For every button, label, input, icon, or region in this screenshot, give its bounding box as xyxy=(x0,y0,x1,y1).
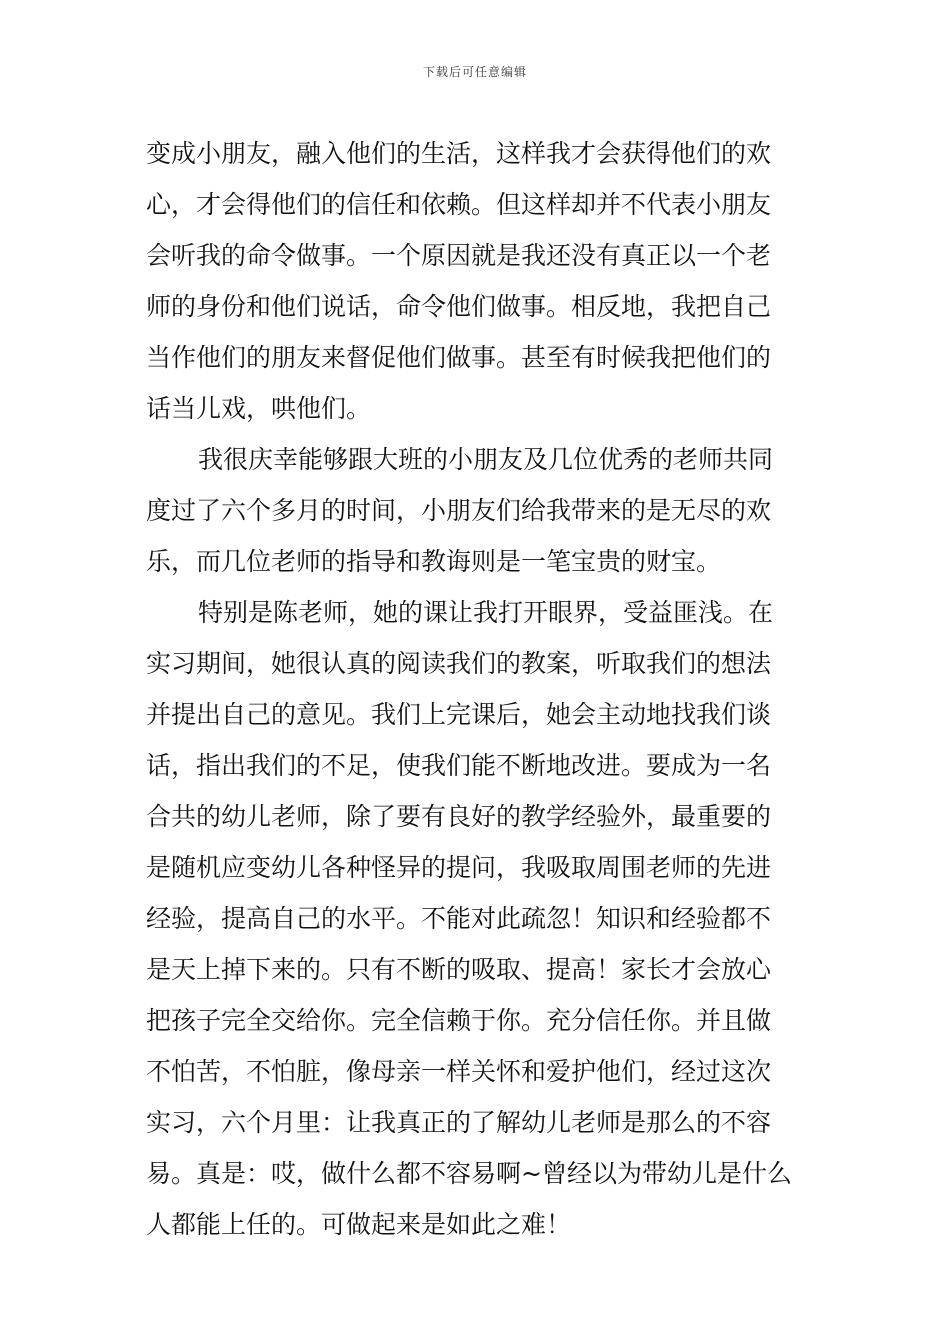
page-header: 下载后可任意编辑 xyxy=(422,65,527,79)
text-line: 我很庆幸能够跟大班的小朋友及几位优秀的老师共同 xyxy=(198,445,774,474)
text-line: 并提出自己的意见。我们上完课后，她会主动地找我们谈 xyxy=(146,700,772,729)
paragraph-3 xyxy=(146,587,806,1250)
text-line: 易。真是：哎，做什么都不容易啊~曾经以为带幼儿是什么 xyxy=(146,1159,792,1188)
text-line: 心，才会得他们的信任和依赖。但这样却并不代表小朋友 xyxy=(146,190,772,219)
text-line: 是随机应变幼儿各种怪异的提问，我吸取周围老师的先进 xyxy=(146,853,772,882)
text-line: 人都能上任的。可做起来是如此之难！ xyxy=(146,1210,572,1239)
text-line: 合共的幼儿老师，除了要有良好的教学经验外，最重要的 xyxy=(146,802,772,831)
text-line: 乐，而几位老师的指导和教诲则是一笔宝贵的财宝。 xyxy=(146,547,722,576)
paragraph-2 xyxy=(146,434,806,587)
text-line: 变成小朋友，融入他们的生活，这样我才会获得他们的欢 xyxy=(146,139,772,168)
text-line: 实习期间，她很认真的阅读我们的教案，听取我们的想法 xyxy=(146,649,772,678)
text-line: 实习，六个月里：让我真正的了解幼儿老师是那么的不容 xyxy=(146,1108,772,1137)
text-line: 特别是陈老师，她的课让我打开眼界，受益匪浅。在 xyxy=(198,598,774,627)
text-line: 经验，提高自己的水平。不能对此疏忽！知识和经验都不 xyxy=(146,904,772,933)
text-line: 会听我的命令做事。一个原因就是我还没有真正以一个老 xyxy=(146,241,772,270)
text-line: 是天上掉下来的。只有不断的吸取、提高！家长才会放心 xyxy=(146,955,772,984)
text-line: 把孩子完全交给你。完全信赖于你。充分信任你。并且做 xyxy=(146,1006,772,1035)
text-line: 话当儿戏，哄他们。 xyxy=(146,394,372,423)
text-line: 不怕苦，不怕脏，像母亲一样关怀和爱护他们，经过这次 xyxy=(146,1057,772,1086)
document-body xyxy=(146,128,806,1250)
text-line: 话，指出我们的不足，使我们能不断地改进。要成为一名 xyxy=(146,751,772,780)
text-line: 度过了六个多月的时间，小朋友们给我带来的是无尽的欢 xyxy=(146,496,772,525)
text-line: 当作他们的朋友来督促他们做事。甚至有时候我把他们的 xyxy=(146,343,772,372)
text-line: 师的身份和他们说话，命令他们做事。相反地，我把自己 xyxy=(146,292,772,321)
paragraph-1 xyxy=(146,128,806,434)
